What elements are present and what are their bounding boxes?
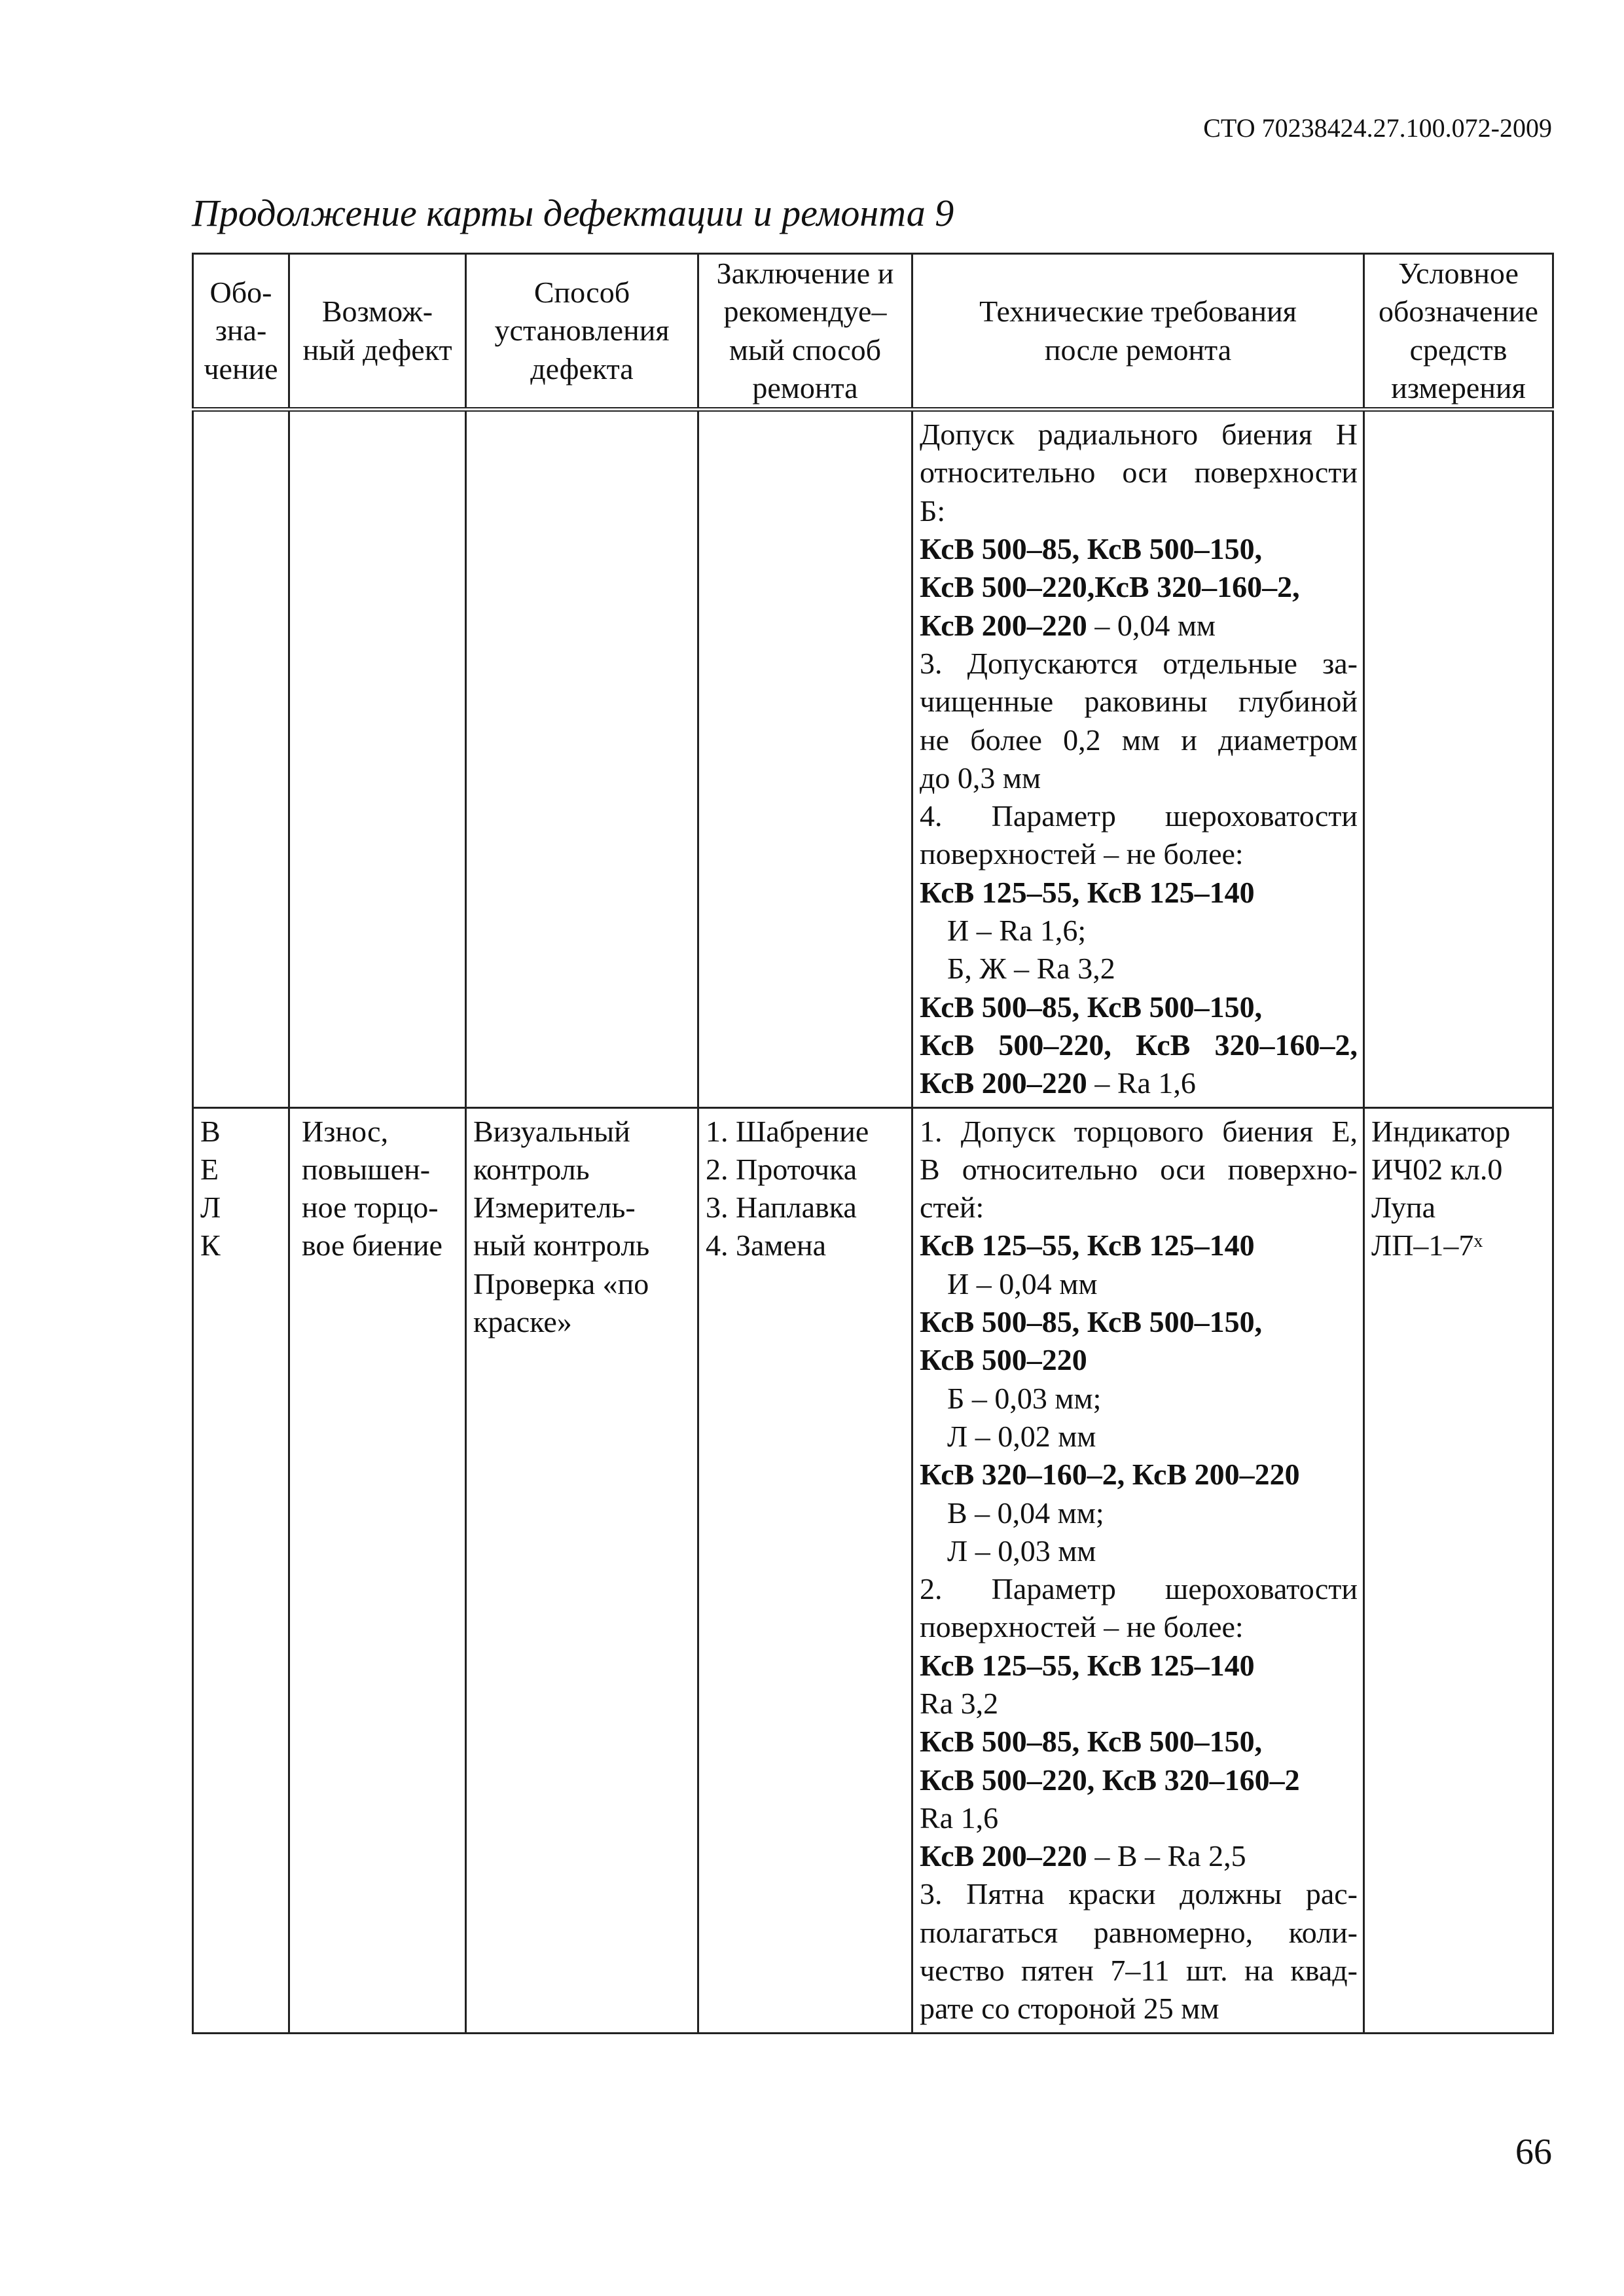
requirement-line: КсВ 500–85, КсВ 500–150, xyxy=(920,1725,1263,1759)
requirement-line: Л – 0,02 мм xyxy=(947,1419,1096,1453)
requirement-line: КсВ 200–220 – В – Ra 2,5 xyxy=(920,1839,1246,1873)
cell-designation xyxy=(193,1107,289,2033)
header-line: Заключение и xyxy=(716,257,894,290)
header-line: обозначение xyxy=(1379,295,1538,329)
table-caption: Продолжение карты дефектации и ремонта 9 xyxy=(192,192,954,234)
requirement-line: КсВ 200–220 – Ra 1,6 xyxy=(920,1066,1196,1100)
header-line: Возмож- xyxy=(321,295,433,329)
requirement-line: 3. Допускаются отдельные за- xyxy=(920,646,1358,680)
cell-instruments xyxy=(1364,1107,1553,2033)
requirement-line: В – 0,04 мм; xyxy=(947,1496,1104,1530)
cell-line: краске» xyxy=(473,1305,572,1339)
col-header-requirements xyxy=(912,254,1364,410)
page-number: 66 xyxy=(1515,2132,1552,2172)
requirement-line: чество пятен 7–11 шт. на квад- xyxy=(920,1954,1358,1988)
header-line: рекомендуе– xyxy=(723,295,887,329)
cell-line: 3. Наплавка xyxy=(706,1191,857,1225)
cell-line: ИЧ02 кл.0 xyxy=(1371,1152,1503,1186)
requirement-line: поверхностей – не более: xyxy=(920,1610,1244,1644)
cell-designation xyxy=(193,410,289,1107)
requirement-line: Б: xyxy=(920,493,946,528)
cell-requirements xyxy=(912,1107,1364,2033)
cell-conclusion xyxy=(698,410,912,1107)
requirement-line: Допуск радиального биения Н xyxy=(920,418,1358,452)
requirement-line: рате со стороной 25 мм xyxy=(920,1992,1219,2026)
table-row xyxy=(193,1107,1553,2033)
cell-line: ный контроль xyxy=(473,1229,650,1263)
requirement-line: КсВ 125–55, КсВ 125–140 xyxy=(920,875,1255,909)
cell-requirements xyxy=(912,410,1364,1107)
header-line: Условное xyxy=(1398,257,1519,290)
header-line: чение xyxy=(204,351,278,386)
cell-line: Износ, xyxy=(302,1114,389,1148)
requirement-line: не более 0,2 мм и диаметром xyxy=(920,723,1358,757)
cell-instruments xyxy=(1364,410,1553,1107)
requirement-line: Ra 3,2 xyxy=(920,1686,999,1720)
cell-line: Лупа xyxy=(1371,1191,1436,1225)
header-line: после ремонта xyxy=(1044,332,1232,367)
col-header-method xyxy=(466,254,698,410)
header-line: установления xyxy=(494,314,670,348)
requirement-line: КсВ 200–220 – 0,04 мм xyxy=(920,608,1216,642)
requirement-line: до 0,3 мм xyxy=(920,761,1041,795)
table-row xyxy=(193,410,1553,1107)
requirement-line: И – Ra 1,6; xyxy=(947,914,1087,948)
header-line: дефекта xyxy=(530,351,634,386)
cell-line: ное торцо- xyxy=(302,1191,439,1225)
cell-line: К xyxy=(200,1229,221,1263)
requirement-line: КсВ 125–55, КсВ 125–140 xyxy=(920,1229,1255,1263)
requirement-line: КсВ 500–220, КсВ 320–160–2 xyxy=(920,1763,1300,1797)
header-line: Способ xyxy=(533,276,630,310)
requirement-line: 3. Пятна краски должны рас- xyxy=(920,1877,1358,1911)
cell-line: вое биение xyxy=(302,1229,442,1263)
requirement-line: 2. Параметр шероховатости xyxy=(920,1572,1358,1606)
cell-line: Л xyxy=(200,1191,221,1225)
document-code: СТО 70238424.27.100.072-2009 xyxy=(1203,113,1552,143)
header-row xyxy=(193,254,1553,410)
cell-line: повышен- xyxy=(302,1152,431,1186)
instrument-line: $ЛП-1-7^х$ xyxy=(1371,1229,1483,1263)
requirement-line: КсВ 500–85, КсВ 500–150, xyxy=(920,1305,1263,1339)
cell-defect xyxy=(289,1107,466,2033)
requirement-line: КсВ 500–220, КсВ 320–160–2, xyxy=(920,1028,1358,1062)
cell-line: Индикатор xyxy=(1371,1114,1511,1148)
requirement-line: чищенные раковины глубиной xyxy=(920,685,1358,719)
requirement-line: стей: xyxy=(920,1191,984,1225)
cell-line: Измеритель- xyxy=(473,1191,636,1225)
cell-method xyxy=(466,1107,698,2033)
requirement-line: КсВ 500–85, КсВ 500–150, xyxy=(920,990,1263,1024)
cell-method xyxy=(466,410,698,1107)
cell-conclusion xyxy=(698,1107,912,2033)
defect-repair-table xyxy=(192,253,1554,2034)
cell-line: 1. Шабрение xyxy=(706,1114,869,1148)
col-header-defect xyxy=(289,254,466,410)
requirement-line: КсВ 500–85, КсВ 500–150, xyxy=(920,532,1263,566)
header-line: зна- xyxy=(215,314,267,348)
header-line: ный дефект xyxy=(302,332,452,367)
cell-defect xyxy=(289,410,466,1107)
cell-line: Визуальный xyxy=(473,1114,630,1148)
header-line: Обо- xyxy=(209,276,272,310)
cell-line: 2. Проточка xyxy=(706,1152,857,1186)
header-line: ремонта xyxy=(752,370,858,404)
requirement-line: Б, Ж – Ra 3,2 xyxy=(947,952,1115,986)
col-header-instruments xyxy=(1364,254,1553,410)
requirement-line: КсВ 125–55, КсВ 125–140 xyxy=(920,1648,1255,1682)
requirement-line: Ra 1,6 xyxy=(920,1801,999,1835)
requirement-line: Б – 0,03 мм; xyxy=(947,1381,1102,1415)
header-line: средств xyxy=(1409,332,1507,367)
cell-line: 4. Замена xyxy=(706,1229,827,1263)
cell-line: Е xyxy=(200,1152,219,1186)
requirement-line: поверхностей – не более: xyxy=(920,837,1244,871)
requirement-line: 1. Допуск торцового биения Е, xyxy=(920,1114,1358,1148)
col-header-conclusion xyxy=(698,254,912,410)
cell-line: В xyxy=(200,1114,221,1148)
requirement-line: 4. Параметр шероховатости xyxy=(920,799,1358,833)
cell-line: Проверка «по xyxy=(473,1266,649,1300)
requirement-line: КсВ 500–220 xyxy=(920,1343,1087,1377)
header-line: измерения xyxy=(1391,370,1526,404)
cell-line: контроль xyxy=(473,1152,590,1186)
col-header-designation xyxy=(193,254,289,410)
requirement-line: относительно оси поверхности xyxy=(920,456,1358,490)
requirement-line: КсВ 320–160–2, КсВ 200–220 xyxy=(920,1458,1300,1492)
requirement-line: В относительно оси поверхно- xyxy=(920,1152,1358,1186)
requirement-line: Л – 0,03 мм xyxy=(947,1534,1096,1568)
requirement-line: КсВ 500–220,КсВ 320–160–2, xyxy=(920,570,1300,604)
header-line: Технические требования xyxy=(979,295,1297,329)
requirement-line: И – 0,04 мм xyxy=(947,1266,1098,1300)
header-line: мый способ xyxy=(729,332,882,367)
requirement-line: полагаться равномерно, коли- xyxy=(920,1915,1358,1949)
